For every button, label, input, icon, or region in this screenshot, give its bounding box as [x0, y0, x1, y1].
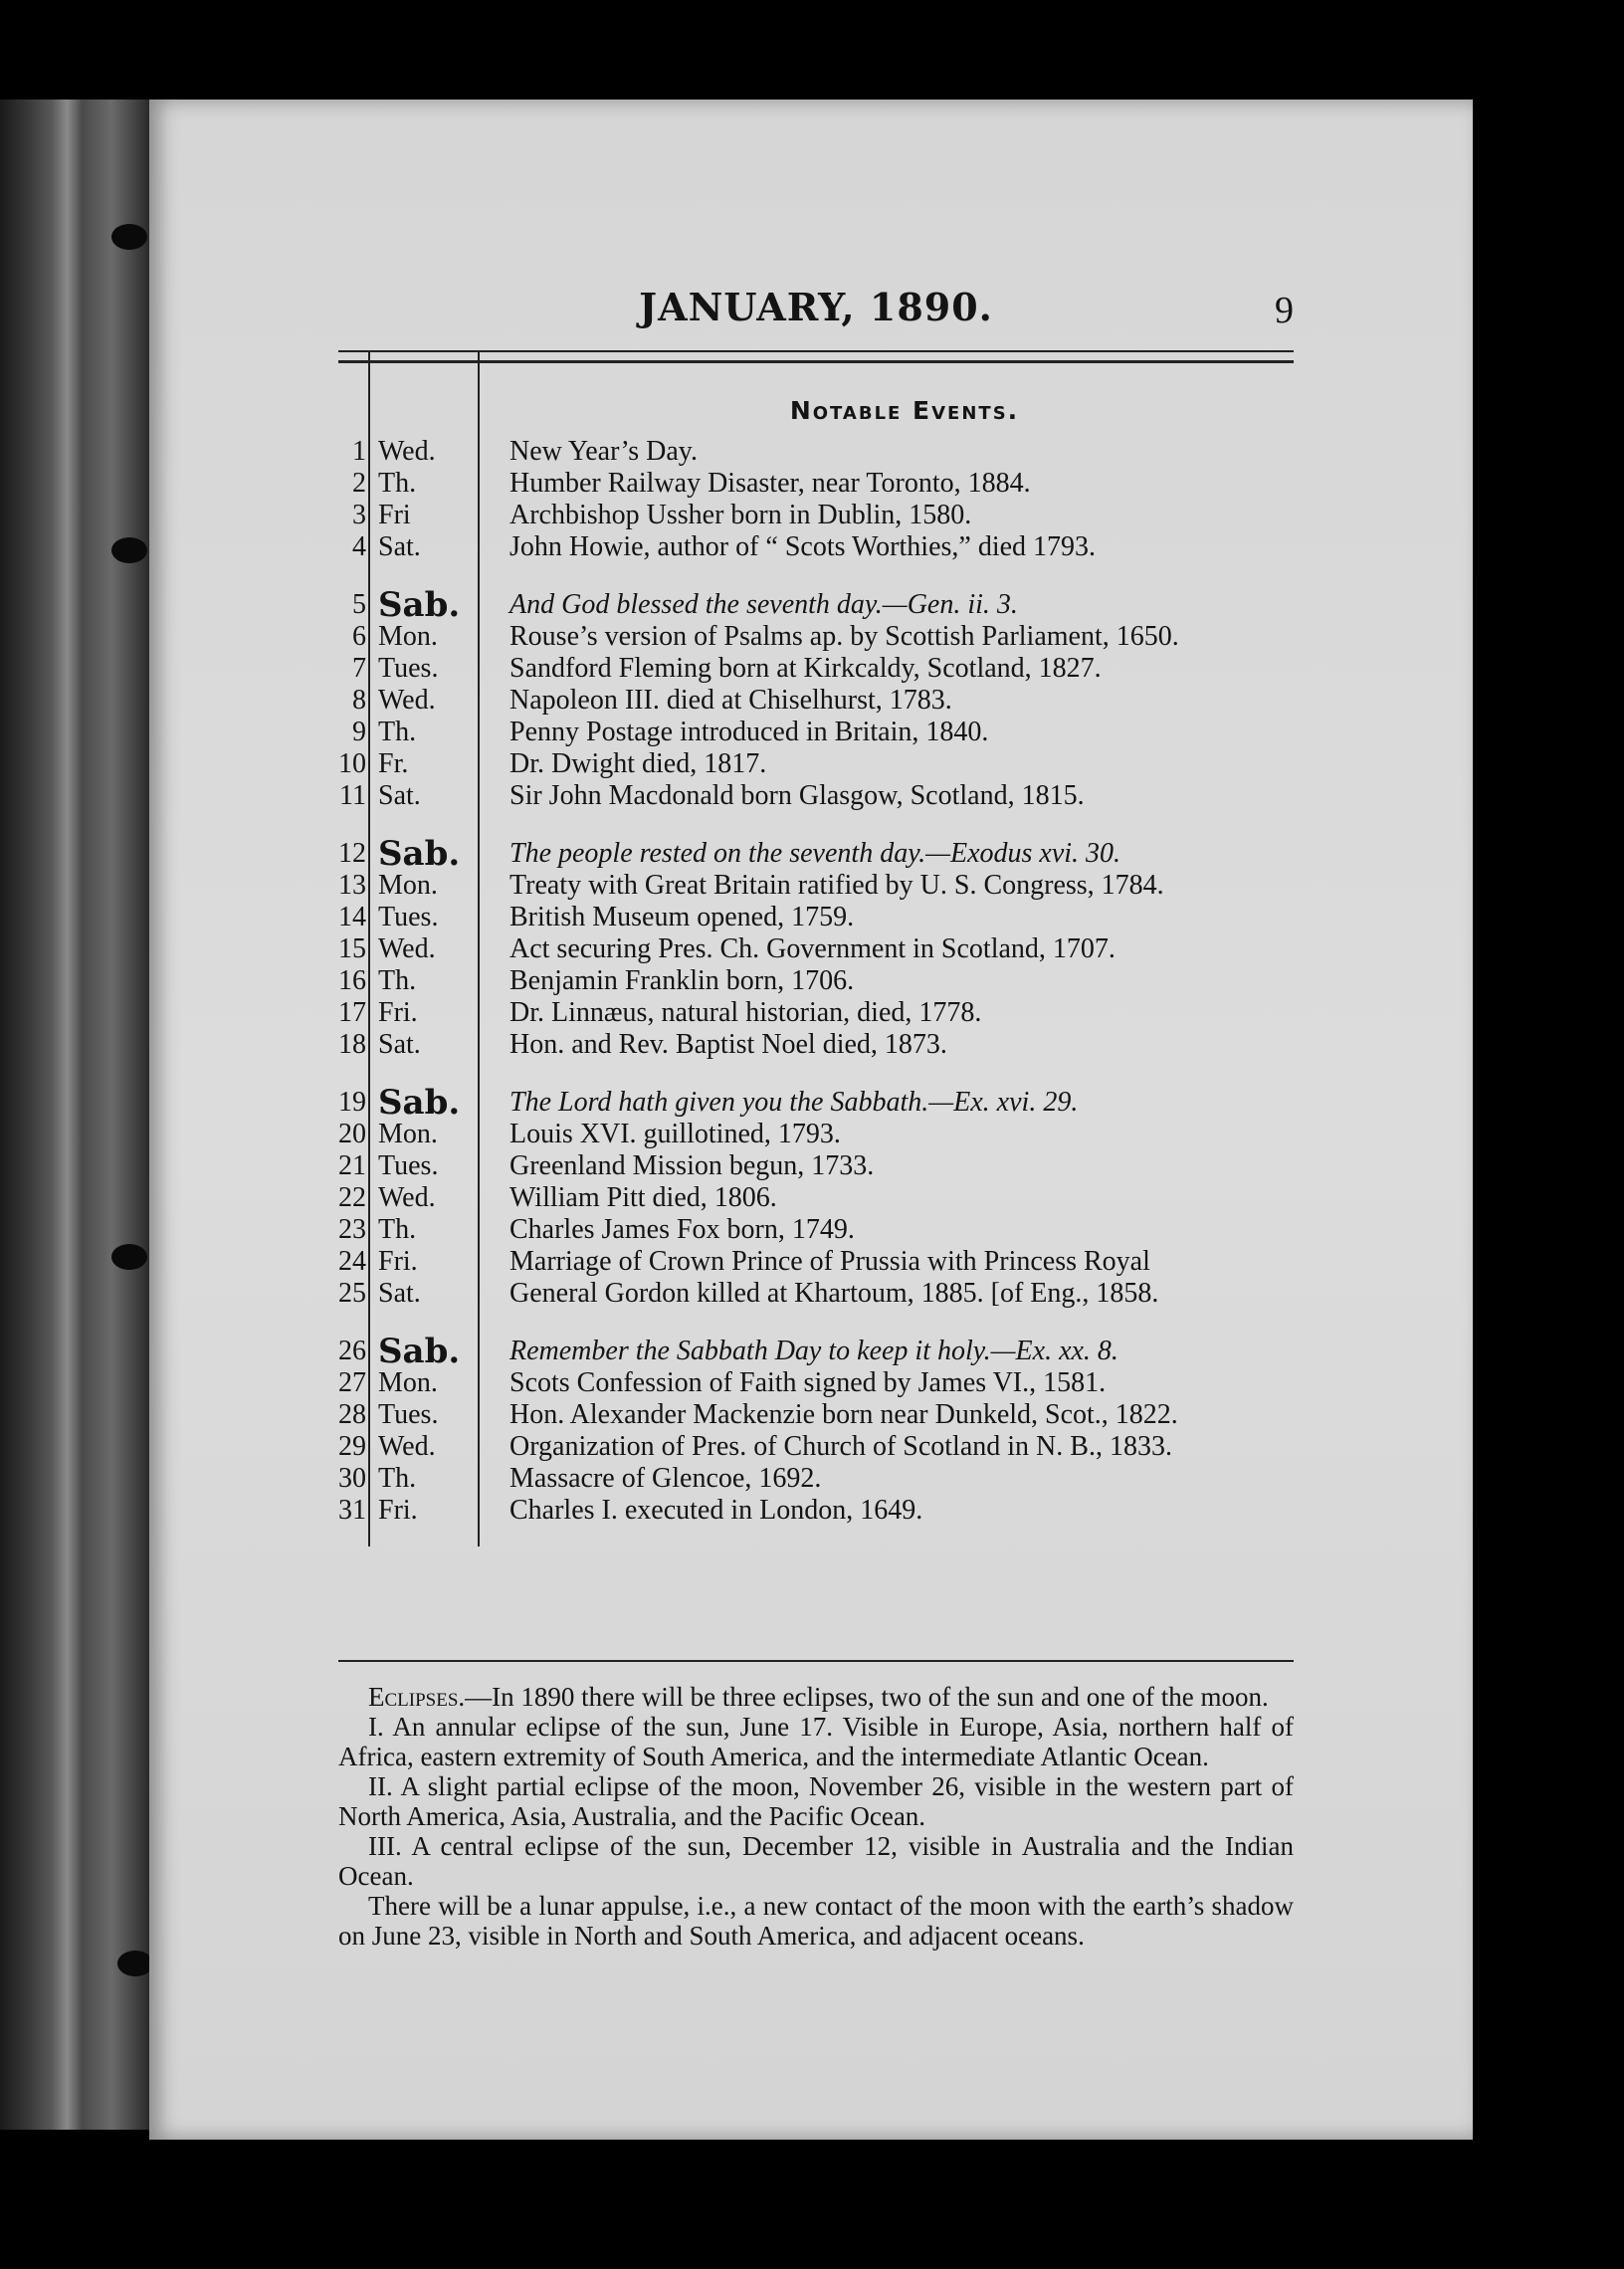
event-text: Marriage of Crown Prince of Prussia with Princess Royal	[509, 1246, 1150, 1277]
binding-hole	[111, 537, 147, 563]
weekday: Fri.	[378, 997, 418, 1028]
calendar-row	[338, 500, 1294, 531]
day-number: 24	[338, 1246, 366, 1277]
event-text: Massacre of Glencoe, 1692.	[509, 1463, 822, 1494]
day-number: 20	[338, 1119, 366, 1149]
calendar-week	[338, 1083, 1294, 1310]
calendar-row	[338, 1246, 1294, 1278]
calendar-row	[338, 1182, 1294, 1214]
weekday: Mon.	[378, 621, 438, 652]
weekday: Tues.	[378, 653, 439, 684]
eclipses-intro	[338, 1682, 1294, 1712]
sabbath-row	[338, 1332, 1294, 1371]
calendar-row	[338, 1119, 1294, 1150]
day-number: 22	[338, 1182, 366, 1213]
weekday: Mon.	[378, 1119, 438, 1149]
event-text: Organization of Pres. of Church of Scotland in N. B., 1833.	[509, 1431, 1172, 1462]
event-text: Benjamin Franklin born, 1706.	[509, 965, 855, 996]
day-number: 21	[338, 1150, 366, 1181]
event-text: British Museum opened, 1759.	[509, 902, 855, 932]
calendar-row	[338, 1214, 1294, 1246]
day-number: 19	[338, 1087, 366, 1118]
weekday: Wed.	[378, 933, 436, 964]
day-number: 16	[338, 965, 366, 996]
sabbath-row	[338, 834, 1294, 874]
sabbath-row	[338, 585, 1294, 625]
day-number: 6	[352, 621, 366, 652]
calendar-row	[338, 685, 1294, 717]
calendar-row	[338, 933, 1294, 965]
event-text: New Year’s Day.	[509, 436, 698, 467]
day-number: 26	[338, 1336, 366, 1366]
calendar-week	[338, 1332, 1294, 1527]
calendar-row	[338, 1278, 1294, 1310]
weekday: Sab.	[378, 1332, 461, 1371]
calendar-row	[338, 997, 1294, 1029]
event-text: The people rested on the seventh day.—Exodus xvi. 30.	[509, 838, 1121, 869]
day-number: 29	[338, 1431, 366, 1462]
header-rule	[338, 350, 1294, 363]
binding-hole	[111, 1244, 147, 1270]
day-number: 31	[338, 1495, 366, 1526]
column-divider	[478, 352, 480, 1547]
eclipse-item: I. An annular eclipse of the sun, June 17. Visible in Europe, Asia, northern half of Africa, eastern extremity of South America, and the intermediate Atlantic Ocean.	[338, 1712, 1294, 1771]
weekday: Sab.	[378, 1083, 461, 1123]
event-text: Dr. Dwight died, 1817.	[509, 748, 767, 779]
day-number: 5	[352, 589, 366, 620]
weekday: Th.	[378, 1463, 417, 1494]
weekday: Sat.	[378, 1029, 421, 1060]
event-text: Greenland Mission begun, 1733.	[509, 1150, 875, 1181]
calendar-row	[338, 780, 1294, 812]
day-number: 25	[338, 1278, 366, 1309]
calendar-week	[338, 834, 1294, 1061]
binding-hole	[117, 1951, 153, 1976]
day-number: 18	[338, 1029, 366, 1060]
weekday: Wed.	[378, 436, 436, 467]
calendar-table	[338, 386, 1294, 1527]
weekday: Mon.	[378, 870, 438, 901]
day-number: 23	[338, 1214, 366, 1245]
day-number: 1	[352, 436, 366, 467]
event-text: Charles I. executed in London, 1649.	[509, 1495, 923, 1526]
sabbath-row	[338, 1083, 1294, 1123]
calendar-row	[338, 1399, 1294, 1431]
weekday: Mon.	[378, 1367, 438, 1398]
weekday: Tues.	[378, 902, 439, 932]
day-number: 8	[352, 685, 366, 716]
calendar-row	[338, 621, 1294, 653]
weekday: Fri	[378, 500, 411, 530]
event-text: Archbishop Ussher born in Dublin, 1580.	[509, 500, 972, 530]
day-number: 27	[338, 1367, 366, 1398]
weekday: Sat.	[378, 780, 421, 811]
weekday: Th.	[378, 1214, 417, 1245]
weekday: Wed.	[378, 1431, 436, 1462]
calendar-row	[338, 1029, 1294, 1061]
event-text: Humber Railway Disaster, near Toronto, 1884.	[509, 468, 1031, 499]
day-number: 28	[338, 1399, 366, 1430]
page-header	[338, 279, 1294, 348]
calendar-bottom-rule	[338, 1660, 1294, 1662]
calendar-row	[338, 1150, 1294, 1182]
calendar-row	[338, 1431, 1294, 1463]
event-text: Treaty with Great Britain ratified by U. S. Congress, 1784.	[509, 870, 1164, 901]
eclipse-item: III. A central eclipse of the sun, December 12, visible in Australia and the Indian Ocean.	[338, 1831, 1294, 1891]
calendar-row	[338, 1367, 1294, 1399]
eclipses-intro-text: —In 1890 there will be three eclipses, two of the sun and one of the moon.	[465, 1682, 1269, 1712]
calendar-row	[338, 870, 1294, 902]
event-text: Penny Postage introduced in Britain, 1840.	[509, 717, 989, 747]
weekday: Wed.	[378, 1182, 436, 1213]
event-text: Rouse’s version of Psalms ap. by Scottish Parliament, 1650.	[509, 621, 1179, 652]
calendar-row	[338, 965, 1294, 997]
event-text: Charles James Fox born, 1749.	[509, 1214, 855, 1245]
weekday: Th.	[378, 717, 417, 747]
book-page	[149, 100, 1473, 2140]
eclipses-label: Eclipses.	[368, 1682, 466, 1712]
day-number: 17	[338, 997, 366, 1028]
events-heading	[515, 386, 1294, 436]
event-text: Napoleon III. died at Chiselhurst, 1783.	[509, 685, 952, 716]
day-number: 10	[338, 748, 366, 779]
day-number: 14	[338, 902, 366, 932]
weekday: Th.	[378, 965, 417, 996]
event-text: Remember the Sabbath Day to keep it holy.—Ex. xx. 8.	[509, 1336, 1118, 1366]
event-text: General Gordon killed at Khartoum, 1885. [of Eng., 1858.	[509, 1278, 1159, 1309]
event-text: Hon. Alexander Mackenzie born near Dunkeld, Scot., 1822.	[509, 1399, 1178, 1430]
day-number: 12	[338, 838, 366, 869]
weekday: Sab.	[378, 585, 461, 625]
day-number: 3	[352, 500, 366, 530]
event-text: Sandford Fleming born at Kirkcaldy, Scotland, 1827.	[509, 653, 1102, 684]
calendar-row	[338, 653, 1294, 685]
calendar-row	[338, 436, 1294, 468]
weeks-container	[338, 436, 1294, 1527]
weekday: Sat.	[378, 1278, 421, 1309]
eclipse-item: II. A slight partial eclipse of the moon, November 26, visible in the western part of North America, Asia, Australia, and the Pacific Ocean.	[338, 1771, 1294, 1831]
weekday: Sat.	[378, 531, 421, 562]
calendar-week	[338, 436, 1294, 563]
book-binding-edge	[0, 100, 149, 2130]
event-text: Louis XVI. guillotined, 1793.	[509, 1119, 841, 1149]
eclipses-notes	[338, 1682, 1294, 1951]
calendar-row	[338, 902, 1294, 933]
weekday: Sab.	[378, 834, 461, 874]
page-title: JANUARY, 1890.	[639, 285, 993, 329]
day-number: 11	[339, 780, 366, 811]
page-content	[338, 279, 1294, 1951]
events-heading-text: Notable Events.	[789, 396, 1020, 425]
calendar-row	[338, 531, 1294, 563]
eclipse-item: There will be a lunar appulse, i.e., a new contact of the moon with the earth’s shadow on June 23, visible in North and South America, and adjacent oceans.	[338, 1891, 1294, 1951]
weekday: Fri.	[378, 1495, 418, 1526]
event-text: The Lord hath given you the Sabbath.—Ex. xvi. 29.	[509, 1087, 1079, 1118]
weekday: Fr.	[378, 748, 409, 779]
column-divider	[368, 352, 370, 1547]
calendar-row	[338, 748, 1294, 780]
weekday: Wed.	[378, 685, 436, 716]
day-number: 9	[352, 717, 366, 747]
event-text: Sir John Macdonald born Glasgow, Scotland, 1815.	[509, 780, 1085, 811]
event-text: Hon. and Rev. Baptist Noel died, 1873.	[509, 1029, 947, 1060]
day-number: 7	[352, 653, 366, 684]
calendar-row	[338, 1495, 1294, 1527]
day-number: 13	[338, 870, 366, 901]
weekday: Tues.	[378, 1399, 439, 1430]
weekday: Th.	[378, 468, 417, 499]
calendar-row	[338, 1463, 1294, 1495]
day-number: 4	[352, 531, 366, 562]
calendar-row	[338, 717, 1294, 748]
day-number: 2	[352, 468, 366, 499]
day-number: 30	[338, 1463, 366, 1494]
weekday: Tues.	[378, 1150, 439, 1181]
event-text: William Pitt died, 1806.	[509, 1182, 777, 1213]
event-text: Scots Confession of Faith signed by James VI., 1581.	[509, 1367, 1107, 1398]
event-text: John Howie, author of “ Scots Worthies,” died 1793.	[509, 531, 1097, 562]
event-text: And God blessed the seventh day.—Gen. ii. 3.	[509, 589, 1018, 620]
event-text: Dr. Linnæus, natural historian, died, 1778.	[509, 997, 982, 1028]
binding-hole	[111, 224, 147, 250]
calendar-row	[338, 468, 1294, 500]
calendar-week	[338, 585, 1294, 812]
page-number: 9	[1275, 290, 1294, 331]
day-number: 15	[338, 933, 366, 964]
event-text: Act securing Pres. Ch. Government in Scotland, 1707.	[509, 933, 1116, 964]
weekday: Fri.	[378, 1246, 418, 1277]
